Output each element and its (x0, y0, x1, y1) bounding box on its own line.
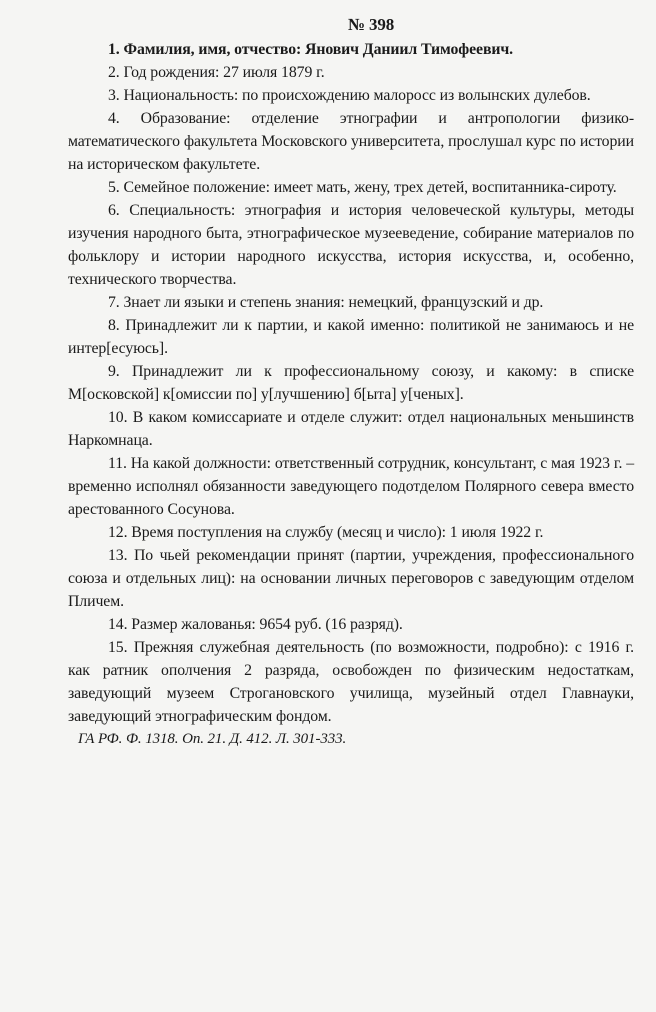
archive-reference: ГА РФ. Ф. 1318. Оп. 21. Д. 412. Л. 301-333. (78, 731, 347, 747)
item-start-date: 12. Время поступления на службу (месяц и число): 1 июля 1922 г. (108, 524, 544, 541)
item-recommendation: 13. По чьей рекомендации принят (партии, учреждения, профессионального союза и отдельных лиц): на основании личных переговоров с заведующим отделом Пличем. (68, 547, 634, 610)
item-education: 4. Образование: отделение этнографии и антропологии физико-математического факультета Московского университета, прослушал курс по истории на историческом факультете. (68, 110, 634, 173)
item-full-name: 1. Фамилия, имя, отчество: Янович Даниил Тимофеевич. (108, 41, 514, 58)
item-previous-service: 15. Прежняя служебная деятельность (по возможности, подробно): с 1916 г. как ратник ополчения 2 разряда, освобожден по физическим недостаткам, заведующий музеем Строгановского училища, музейный отдел Главнауки, заведующий этнографическим фондом. (68, 639, 634, 725)
item-union: 9. Принадлежит ли к профессиональному союзу, и какому: в списке М[осковской] к[омиссии по] у[лучшению] б[ыта] у[ченых]. (68, 363, 634, 403)
document-number: № 398 (347, 15, 395, 34)
item-birth-date: 2. Год рождения: 27 июля 1879 г. (108, 64, 325, 81)
item-salary: 14. Размер жалованья: 9654 руб. (16 разряд). (108, 616, 403, 633)
item-party: 8. Принадлежит ли к партии, и какой именно: политикой не занимаюсь и не интер[есуюсь]. (68, 317, 634, 357)
item-family-status: 5. Семейное положение: имеет мать, жену, трех детей, воспитанника-сироту. (108, 179, 617, 196)
document-body (68, 12, 634, 751)
item-specialty: 6. Специальность: этнография и история человеческой культуры, методы изучения народного быта, этнографическое музееведение, собирание материалов по фольклору и истории народного искусства, история искусства, и, особенно, технического творчества. (68, 202, 634, 288)
item-nationality: 3. Национальность: по происхождению малоросс из волынских дулебов. (108, 87, 591, 104)
item-position: 11. На какой должности: ответственный сотрудник, консультант, с мая 1923 г. – временно исполнял обязанности заведующего подотделом Полярного севера вместо арестованного Сосунова. (68, 455, 634, 518)
item-commissariat: 10. В каком комиссариате и отделе служит: отдел национальных меньшинств Наркомнаца. (68, 409, 634, 449)
item-languages: 7. Знает ли языки и степень знания: немецкий, французский и др. (108, 294, 544, 311)
